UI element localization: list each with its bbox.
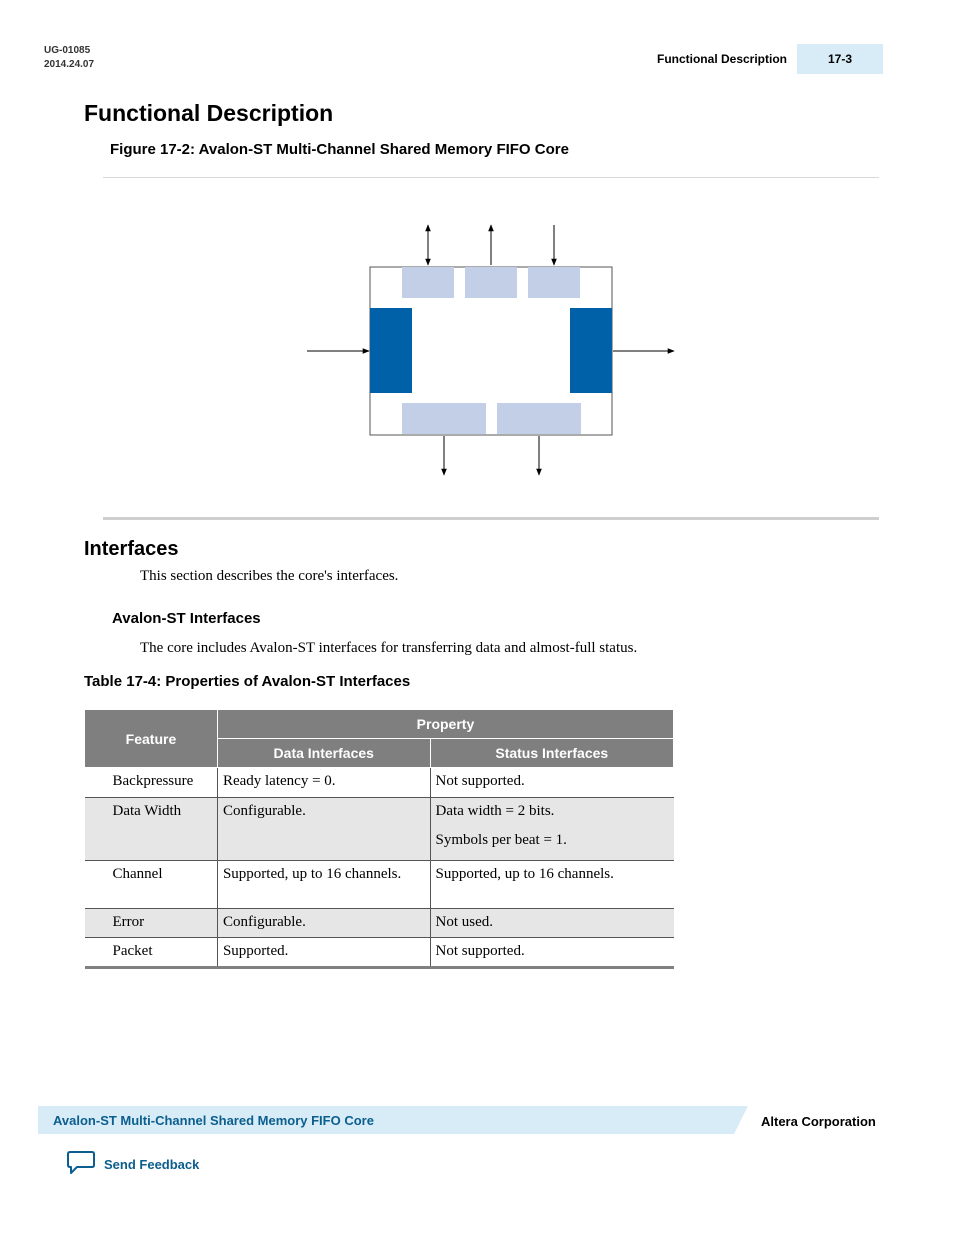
table-row <box>85 768 674 798</box>
document-id <box>44 44 94 72</box>
cell-feature: Packet <box>85 938 218 968</box>
figure-top-rule <box>103 177 879 178</box>
figure-bottom-rule <box>103 517 879 520</box>
header-page-number: 17-3 <box>797 44 883 74</box>
cell-status <box>430 798 673 861</box>
table-caption: Table 17-4: Properties of Avalon-ST Interfaces <box>84 673 411 690</box>
figure-caption: Figure 17-2: Avalon-ST Multi-Channel Shared Memory FIFO Core <box>110 141 569 158</box>
send-feedback-label: Send Feedback <box>104 1157 200 1172</box>
footer-company: Altera Corporation <box>761 1113 876 1129</box>
input-port-block <box>370 308 412 393</box>
table-row <box>85 909 674 938</box>
top-interface-block-2 <box>465 267 517 298</box>
cell-data: Configurable. <box>217 798 430 861</box>
table-row <box>85 798 674 861</box>
doc-date: 2014.24.07 <box>44 59 95 70</box>
speech-bubble-icon <box>66 1150 96 1179</box>
send-feedback-link[interactable] <box>66 1150 199 1179</box>
cell-feature: Channel <box>85 861 218 909</box>
cell-status-line: Data width = 2 bits. <box>435 803 555 819</box>
output-port-block <box>570 308 612 393</box>
header-feature: Feature <box>85 710 218 768</box>
cell-data: Configurable. <box>217 909 430 938</box>
cell-feature: Backpressure <box>85 768 218 798</box>
header-data-interfaces: Data Interfaces <box>217 739 430 768</box>
cell-status: Not used. <box>430 909 673 938</box>
cell-status-line: Symbols per beat = 1. <box>435 832 567 848</box>
bottom-interface-block-1 <box>402 403 486 434</box>
table-row <box>85 861 674 909</box>
header-section-title: Functional Description <box>656 52 787 66</box>
page-title: Functional Description <box>84 100 334 126</box>
cell-status: Not supported. <box>430 768 673 798</box>
bottom-interface-block-2 <box>497 403 581 434</box>
cell-status: Supported, up to 16 channels. <box>430 861 673 909</box>
cell-data: Supported. <box>217 938 430 968</box>
doc-id: UG-01085 <box>44 45 91 56</box>
cell-status: Not supported. <box>430 938 673 968</box>
cell-data: Ready latency = 0. <box>217 768 430 798</box>
interfaces-intro: This section describes the core's interfaces. <box>140 568 399 584</box>
header-status-interfaces: Status Interfaces <box>430 739 673 768</box>
fifo-core-diagram <box>300 215 680 485</box>
cell-feature: Error <box>85 909 218 938</box>
interfaces-heading: Interfaces <box>84 538 179 560</box>
top-interface-block-3 <box>528 267 580 298</box>
avalon-st-text: The core includes Avalon-ST interfaces for transferring data and almost-full status. <box>140 640 638 656</box>
cell-feature: Data Width <box>85 798 218 861</box>
header-property: Property <box>217 710 673 739</box>
properties-table <box>84 709 674 969</box>
footer-doc-title: Avalon-ST Multi-Channel Shared Memory FIFO Core <box>53 1112 374 1128</box>
cell-data: Supported, up to 16 channels. <box>217 861 430 909</box>
top-interface-block-1 <box>402 267 454 298</box>
avalon-st-heading: Avalon-ST Interfaces <box>112 610 261 627</box>
table-row <box>85 938 674 968</box>
